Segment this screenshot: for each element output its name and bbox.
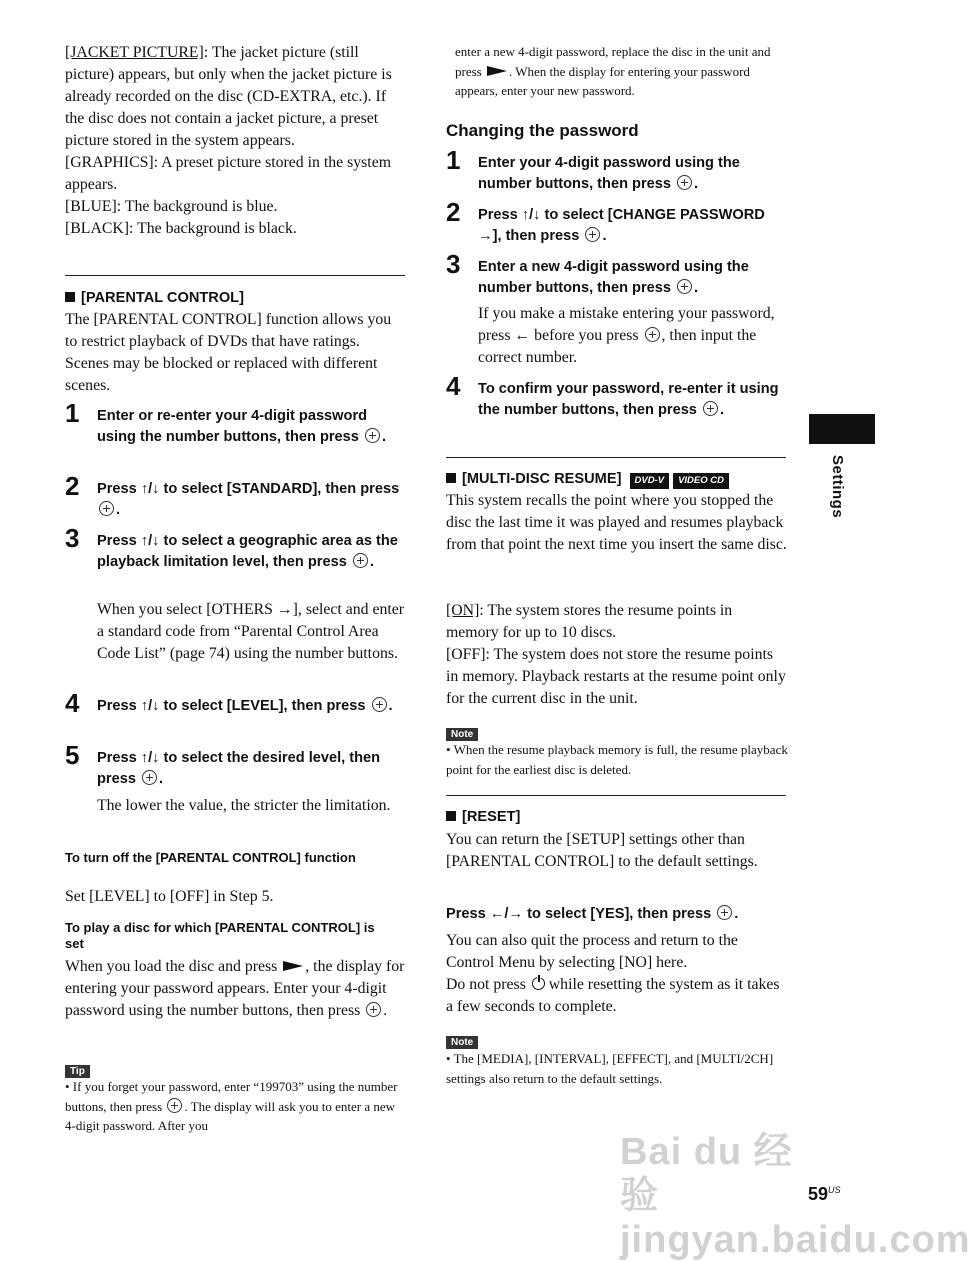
step-instruction: Press ↑/↓ to select [CHANGE PASSWORD →], then press . xyxy=(478,207,765,244)
video-cd-badge: VIDEO CD xyxy=(673,473,729,489)
tip-continued: enter a new 4-digit password, replace the disc in the unit and press . When the display for entering your password appears, enter your new password. xyxy=(455,44,771,98)
enter-button-icon xyxy=(677,175,692,190)
step-number: 4 xyxy=(65,688,80,718)
reset-instruction: Press ←/→ to select [YES], then press . xyxy=(446,906,739,922)
play-icon xyxy=(283,961,303,971)
step-number: 3 xyxy=(446,249,461,279)
enter-button-icon xyxy=(99,501,114,516)
enter-button-icon xyxy=(142,770,157,785)
step-number: 4 xyxy=(446,371,461,401)
reset-quit-text: You can also quit the process and return to the Control Menu by selecting [NO] here. xyxy=(446,932,738,971)
play-icon xyxy=(487,66,507,76)
section-heading-parental: [PARENTAL CONTROL] xyxy=(65,288,244,309)
step-instruction: Enter or re-enter your 4-digit password using the number buttons, then press . xyxy=(97,408,387,445)
divider xyxy=(446,457,786,458)
step-instruction: Enter your 4-digit password using the number buttons, then press . xyxy=(478,155,740,192)
step-number: 5 xyxy=(65,740,80,770)
enter-button-icon xyxy=(585,227,600,242)
jacket-label: [JACKET PICTURE] xyxy=(65,44,204,61)
tip-text: • If you forget your password, enter “199703” using the number buttons, then press . The display will ask you to enter a new 4-digit password. After you xyxy=(65,1079,398,1133)
on-text: : The system stores the resume points in memory for up to 10 discs. xyxy=(446,602,733,641)
black-text: [BLACK]: The background is black. xyxy=(65,220,297,237)
subheading-turn-off: To turn off the [PARENTAL CONTROL] function xyxy=(65,850,356,865)
step-instruction: To confirm your password, re-enter it using the number buttons, then press . xyxy=(478,381,779,418)
divider xyxy=(65,275,405,276)
note-text: • When the resume playback memory is full, the resume playback point for the earliest disc is deleted. xyxy=(446,742,788,777)
step-instruction: Press ↑/↓ to select [STANDARD], then press . xyxy=(97,481,400,518)
enter-button-icon xyxy=(717,905,732,920)
section-heading-multi-disc: [MULTI-DISC RESUME] DVD-V VIDEO CD xyxy=(446,469,729,490)
left-arrow-icon: ← xyxy=(514,327,531,344)
off-text: [OFF]: The system does not store the resume points in memory. Playback restarts at the resume point only for the current disc in the unit. xyxy=(446,646,786,707)
section-heading-reset: [RESET] xyxy=(446,807,520,828)
changing-password-heading: Changing the password xyxy=(446,121,639,140)
step-instruction: Press ↑/↓ to select a geographic area as the playback limitation level, then press . xyxy=(97,533,398,570)
subheading-play-disc: To play a disc for which [PARENTAL CONTROL] is set xyxy=(65,920,375,951)
watermark xyxy=(620,1130,971,1261)
reset-power-text: Do not press while resetting the system as it takes a few seconds to complete. xyxy=(446,976,780,1015)
note-label: Note xyxy=(446,1032,478,1050)
enter-button-icon xyxy=(645,327,660,342)
note-label: Note xyxy=(446,724,478,742)
jacket-text: : The jacket picture (still picture) appears, but only when the jacket picture is already recorded on the disc (CD-EXTRA, etc.). If the disc does not contain a jacket picture, a preset picture stored in the system appears. xyxy=(65,44,392,149)
step-instruction: Press ↑/↓ to select [LEVEL], then press . xyxy=(97,698,393,714)
step-number: 2 xyxy=(446,197,461,227)
tip-label: Tip xyxy=(65,1061,90,1079)
play-disc-text: When you load the disc and press , the display for entering your password appears. Enter your 4-digit password using the number buttons, then press . xyxy=(65,958,405,1019)
power-icon xyxy=(532,977,545,990)
graphics-text: [GRAPHICS]: A preset picture stored in the system appears. xyxy=(65,154,391,193)
turn-off-text: Set [LEVEL] to [OFF] in Step 5. xyxy=(65,888,274,905)
multi-disc-options xyxy=(446,600,788,710)
parental-intro: The [PARENTAL CONTROL] function allows you to restrict playback of DVDs that have ratings. Scenes may be blocked or replaced with different scenes. xyxy=(65,311,392,394)
enter-button-icon xyxy=(167,1098,182,1113)
step-number: 2 xyxy=(65,471,80,501)
divider xyxy=(446,795,786,796)
step-number: 3 xyxy=(65,523,80,553)
page-number: $59^{US}$ xyxy=(808,1184,841,1204)
step-instruction: Press ↑/↓ to select the desired level, then press . xyxy=(97,750,381,787)
on-label: [ON] xyxy=(446,602,480,619)
note-text: • The [MEDIA], [INTERVAL], [EFFECT], and [MULTI/2CH] settings also return to the default settings. xyxy=(446,1051,774,1086)
watermark-text: Bai du 经验 jingyan.baidu.com xyxy=(620,1131,971,1261)
enter-button-icon xyxy=(677,279,692,294)
blue-text: [BLUE]: The background is blue. xyxy=(65,198,278,215)
section-side-tab xyxy=(809,414,875,444)
square-bullet-icon xyxy=(65,292,75,302)
step-detail: If you make a mistake entering your password, press ← before you press , then input the correct number. xyxy=(478,305,775,366)
reset-intro: You can return the [SETUP] settings other than [PARENTAL CONTROL] to the default settings. xyxy=(446,831,758,870)
enter-button-icon xyxy=(365,428,380,443)
step-number: 1 xyxy=(65,398,80,428)
dvd-v-badge: DVD-V xyxy=(630,473,670,489)
multi-disc-intro: This system recalls the point where you stopped the disc the last time it was played and resumes playback from that point the next time you insert the same disc. xyxy=(446,492,787,553)
step-instruction: Enter a new 4-digit password using the number buttons, then press . xyxy=(478,259,749,296)
step-number: 1 xyxy=(446,145,461,175)
enter-button-icon xyxy=(366,1002,381,1017)
enter-button-icon xyxy=(703,401,718,416)
enter-button-icon xyxy=(372,697,387,712)
enter-button-icon xyxy=(353,553,368,568)
step-detail: The lower the value, the stricter the limitation. xyxy=(97,797,391,814)
side-tab-label: Settings xyxy=(829,455,846,519)
step-detail: When you select [OTHERS →], select and enter a standard code from “Parental Control Area Code List” (page 74) using the number buttons. xyxy=(97,601,405,662)
square-bullet-icon xyxy=(446,473,456,483)
square-bullet-icon xyxy=(446,811,456,821)
display-options-block xyxy=(65,42,405,240)
